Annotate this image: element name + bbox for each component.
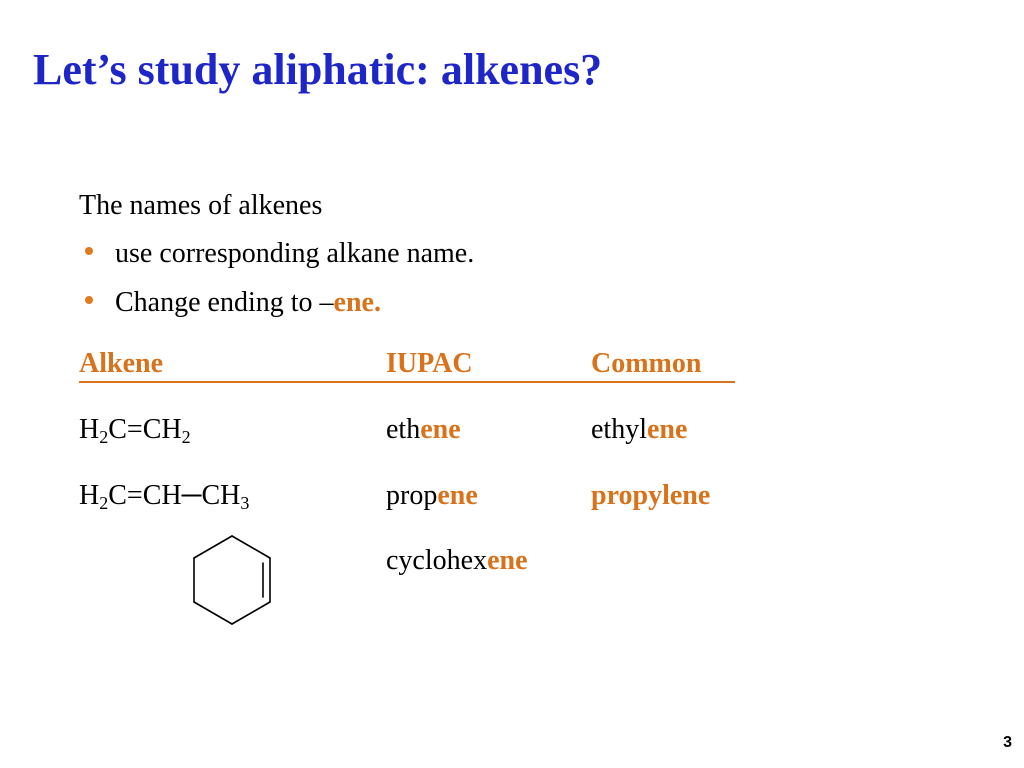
common-name xyxy=(591,413,687,447)
bullet-dot-icon xyxy=(85,247,93,255)
alkene-formula xyxy=(79,413,191,447)
bullet-item xyxy=(79,286,381,320)
iupac-name xyxy=(386,544,528,578)
common-suffix: ene xyxy=(647,414,688,445)
header-common: Common xyxy=(591,348,702,379)
iupac-name xyxy=(386,479,478,513)
iupac-stem: eth xyxy=(386,414,421,445)
formula-part: ─CH xyxy=(181,480,241,511)
iupac-stem: cyclohex xyxy=(386,545,488,576)
bullet-item xyxy=(79,237,474,271)
ring-bond xyxy=(194,602,232,624)
iupac-name xyxy=(386,413,461,447)
table-header xyxy=(79,347,735,383)
iupac-suffix: ene xyxy=(437,480,478,511)
formula-subscript: 2 xyxy=(99,493,109,513)
formula-subscript: 3 xyxy=(240,493,250,513)
bullet-text: Change ending to – xyxy=(115,287,334,318)
bullet-text: use corresponding alkane name. xyxy=(115,238,475,269)
ring-bond xyxy=(194,536,232,558)
bullet-period: . xyxy=(373,287,381,318)
intro-text: The names of alkenes xyxy=(79,190,323,221)
bullet-emphasis: ene xyxy=(333,287,374,318)
cyclohexene-structure-icon xyxy=(188,530,278,630)
header-alkene: Alkene xyxy=(79,348,163,379)
bullet-dot-icon xyxy=(85,296,93,304)
header-iupac: IUPAC xyxy=(386,348,473,379)
formula-part: H xyxy=(79,480,100,511)
formula-subscript: 2 xyxy=(181,427,191,447)
page-number: 3 xyxy=(1003,734,1012,751)
iupac-stem: prop xyxy=(386,480,438,511)
formula-part: C=CH xyxy=(108,414,182,445)
common-name: propylene xyxy=(591,480,711,511)
common-stem: ethyl xyxy=(591,414,647,445)
iupac-suffix: ene xyxy=(420,414,461,445)
formula-part: H xyxy=(79,414,100,445)
alkene-formula xyxy=(79,479,249,513)
ring-bond xyxy=(232,536,270,558)
slide-title: Let’s study aliphatic: alkenes? xyxy=(33,45,603,94)
formula-part: C=CH xyxy=(108,480,182,511)
ring-bond xyxy=(232,602,270,624)
iupac-suffix: ene xyxy=(487,545,528,576)
formula-subscript: 2 xyxy=(99,427,109,447)
